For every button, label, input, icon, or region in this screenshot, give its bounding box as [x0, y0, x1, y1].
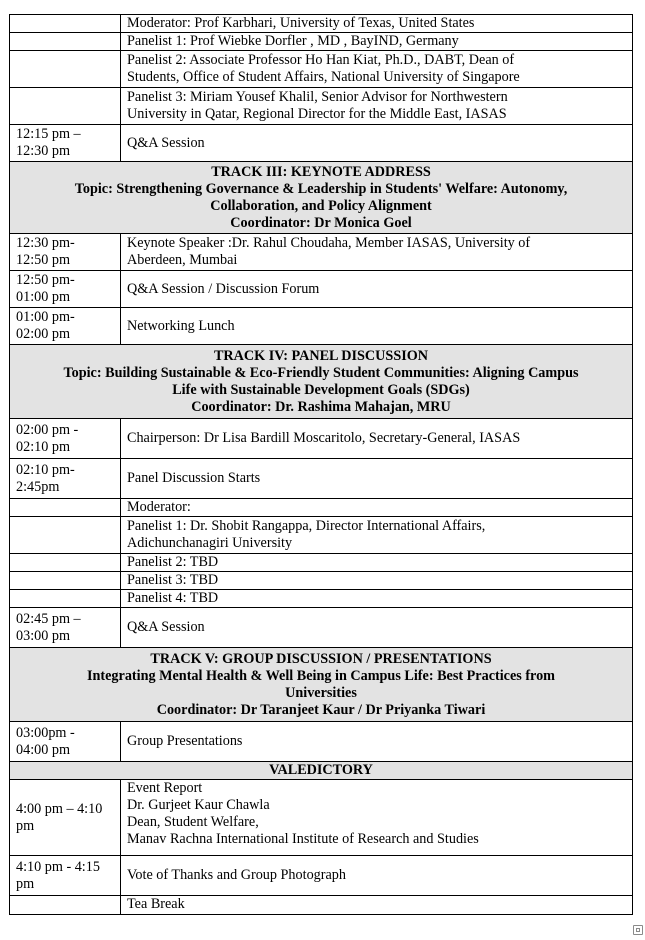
description-cell	[121, 33, 633, 51]
description-cell	[121, 419, 633, 459]
schedule-row	[10, 33, 633, 51]
description-line: Panelist 4: TBD	[127, 590, 219, 606]
description-line: Panelist 1: Prof Wiebke Dorfler , MD , BayIND, Germany	[127, 33, 459, 49]
time-line: 03:00pm -	[16, 724, 75, 741]
track-header-line: TRACK III: KEYNOTE ADDRESS	[211, 163, 431, 180]
schedule-row	[10, 15, 633, 33]
schedule-row	[10, 419, 633, 459]
description-cell	[121, 608, 633, 648]
description-cell	[121, 15, 633, 33]
schedule-row	[10, 856, 633, 896]
description-cell	[121, 51, 633, 88]
table-anchor-icon	[633, 925, 643, 935]
description-line: Manav Rachna International Institute of Research and Studies	[127, 831, 479, 847]
time-line: 12:15 pm –	[16, 126, 81, 142]
time-line: 12:50 pm	[16, 252, 70, 268]
schedule-row	[10, 572, 633, 590]
track-header-line: VALEDICTORY	[269, 762, 373, 778]
description-line: University in Qatar, Regional Director for the Middle East, IASAS	[127, 106, 507, 122]
time-line: 4:00 pm – 4:10	[16, 800, 103, 817]
schedule-row	[10, 308, 633, 345]
description-cell	[121, 517, 633, 554]
time-line: 12:30 pm	[16, 143, 70, 159]
track-header-line: Universities	[285, 684, 357, 701]
time-cell	[10, 722, 121, 762]
time-line: 03:00 pm	[16, 627, 70, 644]
time-cell	[10, 517, 121, 554]
track-header-cell	[10, 162, 633, 234]
time-cell	[10, 608, 121, 648]
description-line: Moderator: Prof Karbhari, University of Texas, United States	[127, 15, 475, 31]
description-cell	[121, 459, 633, 499]
schedule-row	[10, 554, 633, 572]
schedule-table	[9, 14, 633, 915]
description-line: Networking Lunch	[127, 317, 235, 334]
schedule-row	[10, 896, 633, 915]
description-cell	[121, 308, 633, 345]
description-line: Panelist 1: Dr. Shobit Rangappa, Director International Affairs,	[127, 518, 486, 534]
description-cell	[121, 234, 633, 271]
time-line: 02:00 pm	[16, 326, 70, 342]
description-cell	[121, 271, 633, 308]
description-line: Q&A Session / Discussion Forum	[127, 280, 320, 297]
description-line: Q&A Session	[127, 134, 205, 151]
description-line: Chairperson: Dr Lisa Bardill Moscaritolo, Secretary-General, IASAS	[127, 430, 521, 446]
description-cell	[121, 722, 633, 762]
time-line: 02:45 pm –	[16, 610, 81, 627]
schedule-row	[10, 608, 633, 648]
description-cell	[121, 125, 633, 162]
description-line: Keynote Speaker :Dr. Rahul Choudaha, Member IASAS, University of	[127, 235, 531, 251]
description-cell	[121, 554, 633, 572]
description-line: Panelist 3: TBD	[127, 572, 219, 588]
track-header-line: Topic: Building Sustainable & Eco-Friendly Student Communities: Aligning Campus	[63, 364, 579, 381]
track-header-line: Coordinator: Dr Taranjeet Kaur / Dr Priyanka Tiwari	[156, 701, 486, 718]
track-header-line: Life with Sustainable Development Goals (SDGs)	[172, 381, 470, 398]
track-header-row	[10, 345, 633, 419]
time-line: pm	[16, 875, 35, 892]
time-cell	[10, 88, 121, 125]
track-header-line: Coordinator: Dr. Rashima Mahajan, MRU	[191, 398, 451, 415]
time-cell	[10, 459, 121, 499]
schedule-row	[10, 459, 633, 499]
description-line: Vote of Thanks and Group Photograph	[127, 867, 346, 883]
track-header-cell	[10, 648, 633, 722]
time-line: 04:00 pm	[16, 741, 70, 758]
time-cell	[10, 33, 121, 51]
schedule-row	[10, 517, 633, 554]
track-header-line: TRACK V: GROUP DISCUSSION / PRESENTATIONS	[150, 650, 492, 667]
track-header-line: Integrating Mental Health & Well Being in Campus Life: Best Practices from	[87, 667, 555, 684]
description-line: Dr. Gurjeet Kaur Chawla	[127, 797, 270, 813]
description-line: Panelist 2: TBD	[127, 554, 219, 570]
description-line: Aberdeen, Mumbai	[127, 252, 238, 268]
description-line: Panelist 3: Miriam Yousef Khalil, Senior Advisor for Northwestern	[127, 89, 508, 105]
schedule-body	[10, 15, 633, 915]
time-line: 12:50 pm-	[16, 272, 75, 288]
track-header-cell	[10, 762, 633, 780]
time-cell	[10, 590, 121, 608]
track-header-cell	[10, 345, 633, 419]
track-header-line: Coordinator: Dr Monica Goel	[230, 214, 412, 231]
description-line: Panel Discussion Starts	[127, 470, 261, 486]
track-header-row	[10, 762, 633, 780]
description-cell	[121, 896, 633, 915]
schedule-row	[10, 88, 633, 125]
description-cell	[121, 856, 633, 896]
time-cell	[10, 15, 121, 33]
time-cell	[10, 419, 121, 459]
time-cell	[10, 51, 121, 88]
time-line: 02:00 pm -	[16, 421, 79, 438]
schedule-row	[10, 234, 633, 271]
description-line: Panelist 2: Associate Professor Ho Han Kiat, Ph.D., DABT, Dean of	[127, 52, 515, 68]
description-line: Moderator:	[127, 499, 191, 515]
description-line: Event Report	[127, 780, 203, 796]
schedule-row	[10, 722, 633, 762]
time-cell	[10, 234, 121, 271]
time-line: 02:10 pm-	[16, 461, 75, 478]
description-cell	[121, 590, 633, 608]
track-header-line: Collaboration, and Policy Alignment	[210, 197, 432, 214]
schedule-row	[10, 780, 633, 856]
time-line: 4:10 pm - 4:15	[16, 858, 100, 875]
track-header-row	[10, 162, 633, 234]
time-cell	[10, 499, 121, 517]
time-cell	[10, 780, 121, 856]
time-cell	[10, 554, 121, 572]
description-cell	[121, 88, 633, 125]
time-cell	[10, 308, 121, 345]
time-line: 2:45pm	[16, 478, 60, 495]
time-cell	[10, 271, 121, 308]
time-line: 01:00 pm	[16, 289, 70, 305]
description-line: Q&A Session	[127, 619, 205, 635]
schedule-row	[10, 271, 633, 308]
description-cell	[121, 780, 633, 856]
time-line: 12:30 pm-	[16, 235, 75, 251]
schedule-row	[10, 499, 633, 517]
description-line: Tea Break	[127, 896, 185, 912]
description-line: Students, Office of Student Affairs, National University of Singapore	[127, 69, 520, 85]
track-header-row	[10, 648, 633, 722]
time-cell	[10, 125, 121, 162]
track-header-line: TRACK IV: PANEL DISCUSSION	[213, 347, 429, 364]
description-cell	[121, 572, 633, 590]
schedule-row	[10, 51, 633, 88]
time-cell	[10, 572, 121, 590]
schedule-row	[10, 590, 633, 608]
time-line: pm	[16, 817, 35, 834]
description-cell	[121, 499, 633, 517]
time-cell	[10, 856, 121, 896]
time-cell	[10, 896, 121, 915]
track-header-line: Topic: Strengthening Governance & Leadership in Students' Welfare: Autonomy,	[74, 180, 568, 197]
schedule-row	[10, 125, 633, 162]
description-line: Dean, Student Welfare,	[127, 814, 259, 830]
time-line: 01:00 pm-	[16, 309, 75, 325]
time-line: 02:10 pm	[16, 438, 70, 455]
description-line: Adichunchanagiri University	[127, 535, 293, 551]
description-line: Group Presentations	[127, 733, 243, 749]
